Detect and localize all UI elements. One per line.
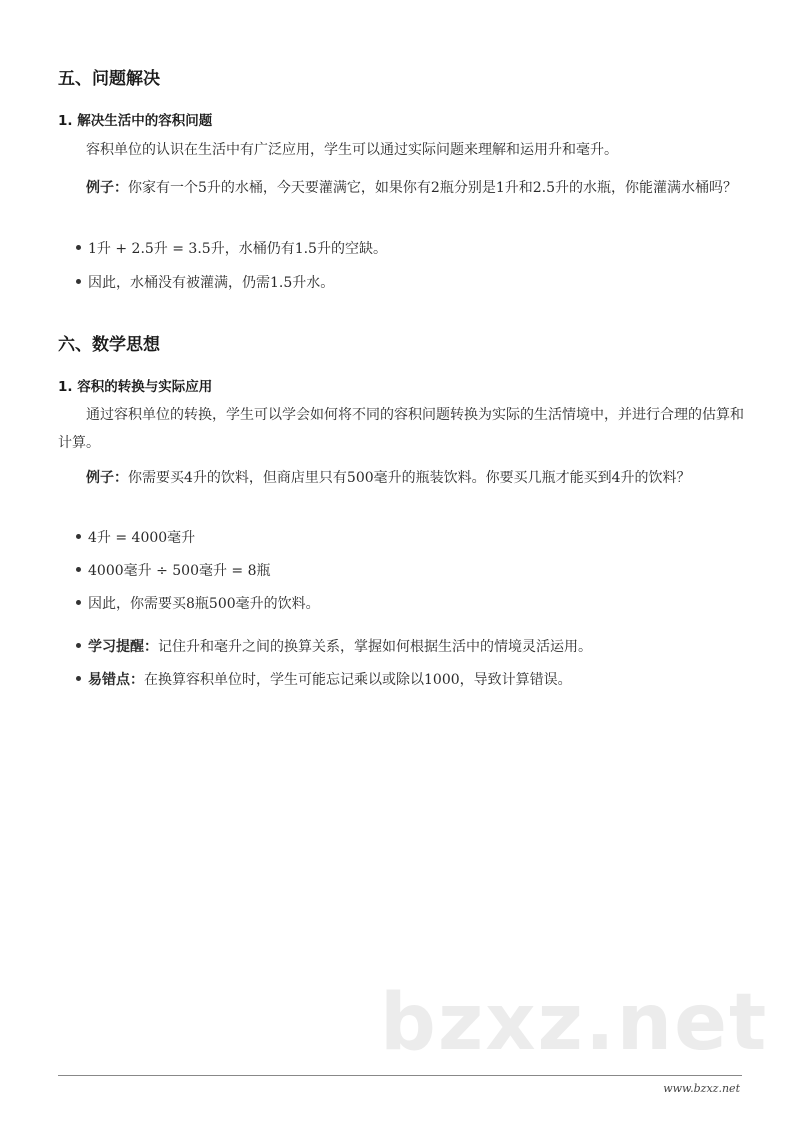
example-label: 例子： [86,470,128,486]
bullet-icon [76,245,81,250]
bullet-icon [76,643,81,648]
section-heading-math-thinking: 六、数学思想 [58,335,160,355]
watermark-logo: bzxz.net [380,978,769,1068]
intro-paragraph-2: 通过容积单位的转换，学生可以学会如何将不同的容积问题转换为实际的生活情境中，并进行合理的估算和计算。 [58,407,744,451]
bullet-icon [76,676,81,681]
list-item: 4000毫升 ÷ 500毫升 = 8瓶 [76,561,271,581]
bullet-icon [76,600,81,605]
example-paragraph-2 [58,464,746,492]
note-study-reminder: 学习提醒：记住升和毫升之间的换算关系，掌握如何根据生活中的情境灵活运用。 [76,637,592,657]
footer-divider [58,1075,742,1076]
intro-paragraph-1: 容积单位的认识在生活中有广泛应用，学生可以通过实际问题来理解和运用升和毫升。 [86,142,618,158]
section-heading-problem-solving: 五、问题解决 [58,69,160,89]
list-item: 因此，水桶没有被灌满，仍需1.5升水。 [76,273,334,293]
bullet-icon [76,534,81,539]
bullet-icon [76,279,81,284]
list-item: 因此，你需要买8瓶500毫升的饮料。 [76,594,320,614]
list-item: 4升 = 4000毫升 [76,528,195,548]
list-item: 1升 + 2.5升 = 3.5升，水桶仍有1.5升的空缺。 [76,239,387,259]
subsection-heading-life-volume: 1. 解决生活中的容积问题 [58,113,213,129]
subsection-heading-volume-conversion: 1. 容积的转换与实际应用 [58,379,213,395]
example-paragraph-1 [58,174,746,202]
example-text: 你家有一个5升的水桶，今天要灌满它，如果你有2瓶分别是1升和2.5升的水瓶，你能灌满水桶吗？ [128,180,737,196]
bullet-icon [76,567,81,572]
footer-url: www.bzxz.net [663,1082,740,1095]
example-label: 例子： [86,180,128,196]
example-text: 你需要买4升的饮料，但商店里只有500毫升的瓶装饮料。你要买几瓶才能买到4升的饮料？ [128,470,691,486]
note-common-mistake: 易错点：在换算容积单位时，学生可能忘记乘以或除以1000，导致计算错误。 [76,670,572,690]
